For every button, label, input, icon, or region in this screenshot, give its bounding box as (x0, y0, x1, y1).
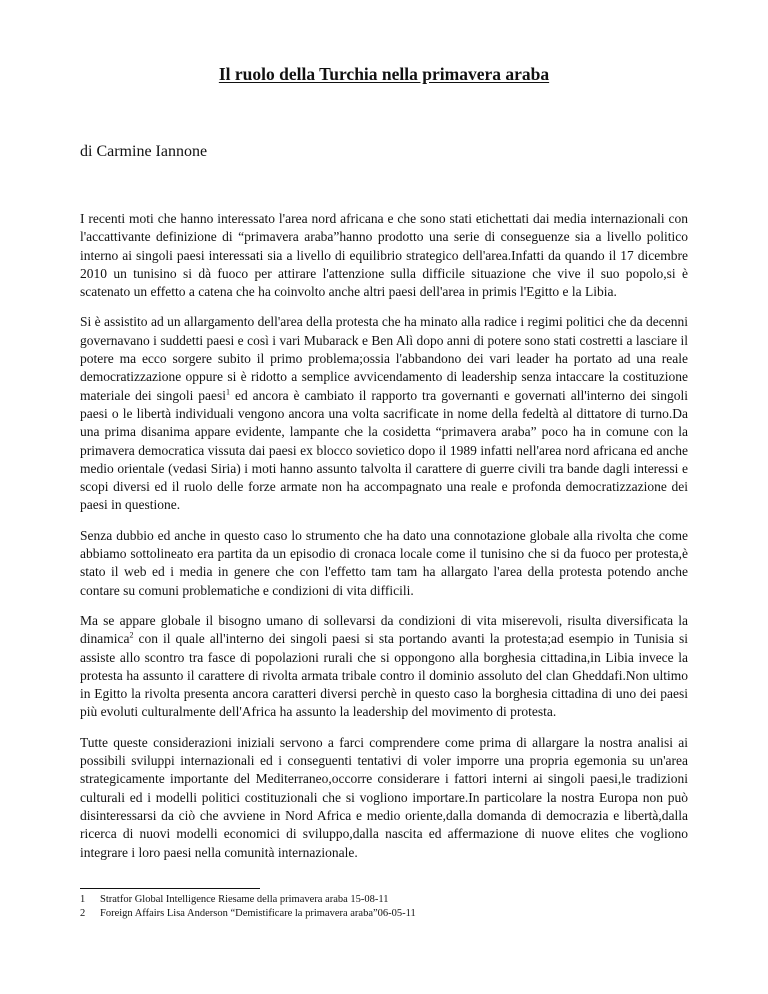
paragraph-4 (80, 612, 688, 722)
footnotes (80, 893, 688, 920)
footnote-number: 2 (80, 907, 86, 919)
footnote-text: Foreign Affairs Lisa Anderson “Demistificare la primavera araba”06-05-11 (100, 907, 416, 919)
footnote-2 (80, 907, 688, 921)
document-title: Il ruolo della Turchia nella primavera araba (218, 64, 550, 84)
paragraph-2-text-a: Si è assistito ad un allargamento dell'area della protesta che ha minato alla radice i regimi politici che da decenni governavano i suddetti paesi e così i vari Mubarack e Ben Alì dopo anni di potere sono stati costretti a lasciare il potere ma ecco sorgere subito il primo problema;ossia l'abbandono dei vari leader ha portato ad una reale democratizzazione oppure si è ridotto a semplice avvicendamento di leadership senza intaccare la costituzione materiale dei singoli paesi (80, 314, 688, 403)
paragraph-2-text-b: ed ancora è cambiato il rapporto tra governanti e governati all'interno dei singoli paesi o le libertà individuali vengono ancora una volta sacrificate in nome della fedeltà al dittatore di turno.Da una prima disanima appare evidente, lampante che la cosidetta “primavera araba” poco ha in comune con la primavera democratica vissuta dai paesi ex blocco sovietico dopo il 1989 infatti nell'area nord africana ed anche medio orientale (vedasi Siria) i moti hanno assunto talvolta il carattere di guerre civili tra bande dagli interessi e scopi diversi ed il ruolo delle forze armate non ha accompagnato una reale e profonda democratizzazione dei paesi in questione. (80, 387, 689, 513)
footnote-ref-2: 2 (129, 630, 134, 640)
paragraph-1: I recenti moti che hanno interessato l'area nord africana e che sono stati etichettati dai media internazionali con l'accattivante definizione di “primavera araba”hanno prodotto una serie di conseguenze sia a livello politico interno ai singoli paesi interessati sia a livello di equilibrio strategico dell'area.Infatti da quando il 17 dicembre 2010 un tunisino si dà fuoco per attirare l'attenzione sulla difficile situazione che vive il suo popolo,si è scatenato un effetto a catena che ha coinvolto anche altri paesi dell'area in primis l'Egitto e la Libia. (80, 211, 688, 300)
paragraph-2 (80, 313, 688, 514)
footnote-separator (80, 888, 260, 889)
author-byline: di Carmine Iannone (80, 143, 208, 160)
footnote-1 (80, 893, 688, 907)
paragraph-4-text-a: Ma se appare globale il bisogno umano di sollevarsi da condizioni di vita miserevoli, risulta diversificata la dinamica (80, 612, 688, 647)
paragraph-5: Tutte queste considerazioni iniziali servono a farci comprendere come prima di allargare la nostra analisi ai possibili sviluppi internazionali ed i conseguenti tentativi di voler imporre una propria egemonia su un'area strategicamente importante del Mediterraneo,occorre considerare i fattori interni ai singoli paesi,le tradizioni culturali ed i modelli politici costituzionali che si vogliono importare.In particolare la nostra Europa non può disinteressarsi da ciò che avviene in Nord Africa e medio oriente,dalla domanda di democrazia e libertà,dalla ricerca di nuovi modelli economici di sviluppo,dalla nascita ed affermazione di nuove elites che vogliono integrare i loro paesi nella comunità internazionale. (80, 734, 688, 860)
paragraph-4-text-b: con il quale all'interno dei singoli paesi si sta portando avanti la protesta;ad esempio in Tunisia si assiste allo scontro tra fasce di popolazioni rurali che si oppongono alla borghesia cittadina,in Libia invece la protesta ha assunto il carattere di rivolta armata tribale contro il dominio assoluto del clan Gheddafi.Non ultimo in Egitto la rivolta presenta ancora caratteri diversi perchè in questo caso la borghesia cittadina di uno dei paesi più evoluti culturalmente dell'Africa ha assunto la leadership del movimento di protesta. (80, 631, 688, 720)
footnote-text: Stratfor Global Intelligence Riesame della primavera araba 15-08-11 (100, 894, 389, 905)
footnote-ref-1: 1 (226, 387, 231, 397)
footnote-number: 1 (80, 894, 86, 905)
paragraph-3: Senza dubbio ed anche in questo caso lo strumento che ha dato una connotazione globale alla rivolta che come abbiamo sottolineato era partita da un episodio di cronaca locale come il tunisino che si da fuoco per protesta,è stato il web ed i media in genere che con l'effetto tam tam ha allargato l'area della protesta potendo anche contare su comuni problematiche e condizioni di vita difficili. (80, 527, 688, 598)
document-body (80, 210, 688, 874)
